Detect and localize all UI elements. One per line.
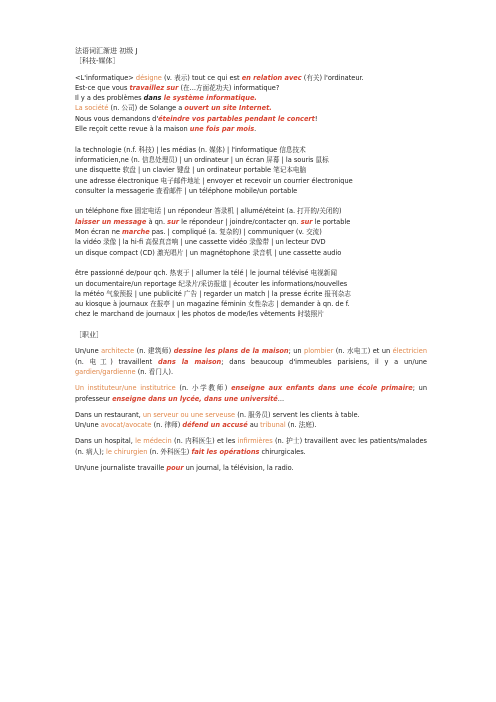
vocab-line: la technologie (n.f. 科技) | les médias (n. 媒体) | l'informatique 信息技术 xyxy=(75,145,306,154)
vocab-line: une adresse électronique 电子邮件地址 | envoyer et recevoir un courrier électronique xyxy=(75,176,353,185)
vocab-line: chez le marchand de journaux | les photos de mode/les vêtements 时装照片 xyxy=(75,310,324,319)
vocab-line: une disquette 软盘 | un clavier 键盘 | un ordinateur portable 笔记本电脑 xyxy=(75,166,307,175)
sentence-line: Nous vous demandons d'éteindre vos partables pendant le concert! xyxy=(75,114,318,123)
vocab-line: être passionné de/pour qch. 热衷于 | allumer la télé | le journal télévisé 电视新闻 xyxy=(75,269,337,278)
sentence-line: Il y a des problèmes dans le système informatique. xyxy=(75,94,257,103)
vocab-line: un téléphone fixe 固定电话 | un répondeur 答录机 | allumé/éteint (a. 打开的/关闭的) xyxy=(75,207,342,216)
sentence-line: <L'informatique> désigne (v. 表示) tout ce qui est en relation avec (有关) l'ordinateur. xyxy=(75,73,364,82)
jobs-paragraph: Dans un hospital, le médecin (n. 内科医生) et les infirmières (n. 护士) travaillent avec les patients/malades (n. 病人); le chirurgien (n. 外科医生) fait les opérations chirurgicales. xyxy=(75,437,427,456)
vocab-line: la vidéo 录像 | la hi-fi 高保真音响 | une cassette vidéo 录像带 | un lecteur DVD xyxy=(75,238,326,247)
vocab-line: un disque compact (CD) 激光唱片 | un magnétophone 录音机 | une cassette audio xyxy=(75,248,342,257)
jobs-paragraph: Un instituteur/une institutrice (n. 小学教师) enseigne aux enfants dans une école primaire; un professeur enseigne dans un lycée, dans une université... xyxy=(75,384,428,403)
vocab-line: consulter la messagerie 查看邮件 | un téléphone mobile/un portable xyxy=(75,186,298,195)
vocab-line: laisser un message à qn. sur le répondeur | joindre/contacter qn. sur le portable xyxy=(75,217,351,226)
section-heading-jobs: ［职业］ xyxy=(75,331,103,340)
sentence-line: Est-ce que vous travaillez sur (在...方面花功夫) informatique? xyxy=(75,83,280,92)
section-heading-media: ［科技-媒体］ xyxy=(75,57,120,66)
vocab-line: au kiosque à journaux 在报亭 | un magazine féminin 女性杂志 | demander à qn. de f. xyxy=(75,300,350,309)
jobs-paragraph: Un/une architecte (n. 建筑师) dessine les plans de la maison; un plombier (n. 水电工) et un électricien (n. 电工) travaillent dans la maison; dans beaucoup d'immeubles parisiens, il y a un/une gardien/gardienne (n. 看门人). xyxy=(75,347,428,376)
jobs-paragraph: Dans un restaurant, un serveur ou une serveuse (n. 服务员) servent les clients à table. Un/une avocat/avocate (n. 律师) défend un accusé au tribunal (n. 法庭). xyxy=(75,410,360,430)
vocab-line: informaticien,ne (n. 信息处理员) | un ordinateur | un écran 屏幕 | la souris 鼠标 xyxy=(75,155,329,164)
sentence-line: La société (n. 公司) de Solange a ouvert un site Internet. xyxy=(75,104,272,113)
document-body xyxy=(75,46,427,473)
vocab-line: la météo 气象预报 | une publicité 广告 | regarder un match | la presse écrite 报刊杂志 xyxy=(75,289,351,298)
jobs-paragraph: Un/une journaliste travaille pour un journal, la télévision, la radio. xyxy=(75,463,294,472)
page-title: 法语词汇渐进 初级 J xyxy=(75,47,138,55)
vocab-line: un documentaire/un reportage 纪录片/采访报道 | écouter les informations/nouvelles xyxy=(75,279,348,288)
vocab-line: Mon écran ne marche pas. | compliqué (a. 复杂的) | communiquer (v. 交流) xyxy=(75,228,322,237)
sentence-line: Elle reçoit cette revue à la maison une fois par mois. xyxy=(75,125,257,134)
